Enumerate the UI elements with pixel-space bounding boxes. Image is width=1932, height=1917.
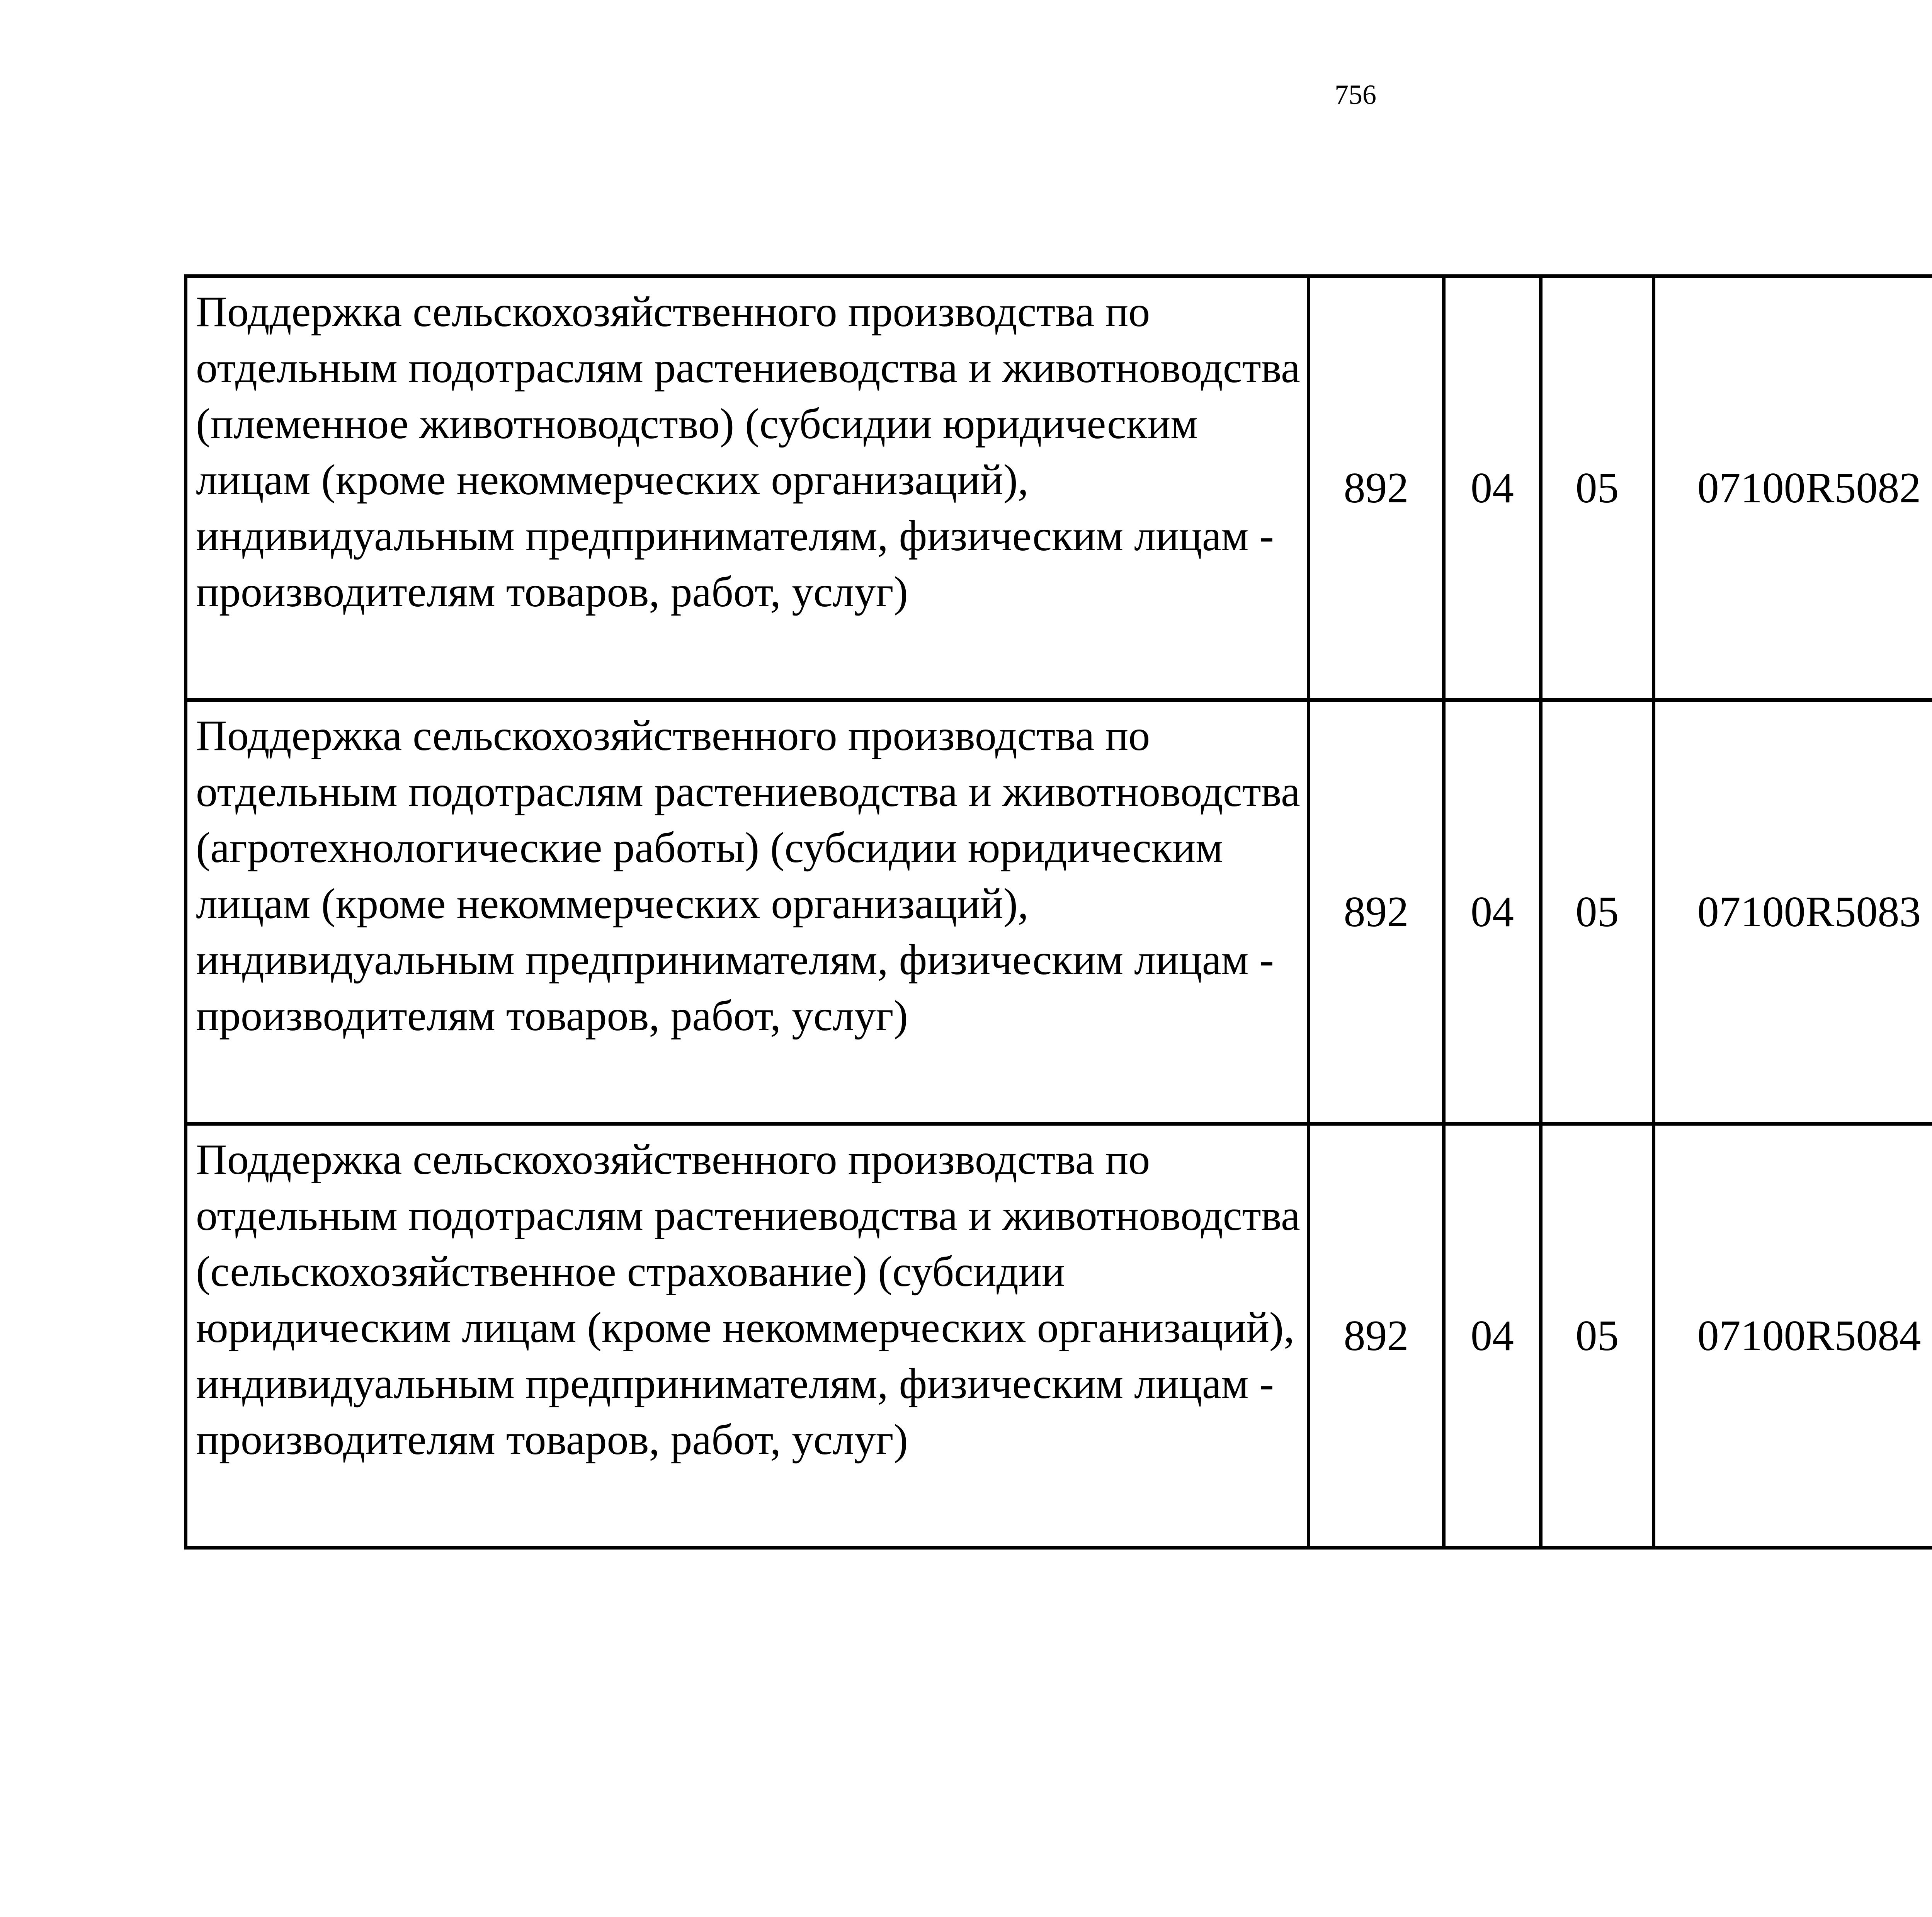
- subsection-code: 05: [1541, 276, 1654, 700]
- row-description: Поддержка сельскохозяйственного производства по отдельным подотраслям растениеводства и животноводства (сельскохозяйственное страхование) (субсидии юридическим лицам (кроме некоммерческих организаций), индивидуальным предпринимателям, физическим лицам - производителям товаров, работ, услуг): [186, 1124, 1309, 1548]
- table-row: [186, 1124, 1932, 1548]
- table-row: [186, 700, 1932, 1124]
- subsection-code: 05: [1541, 700, 1654, 1124]
- page-number: 756: [1335, 79, 1376, 110]
- grbs-code: 892: [1309, 700, 1444, 1124]
- grbs-code: 892: [1309, 276, 1444, 700]
- section-code: 04: [1444, 1124, 1541, 1548]
- row-description: Поддержка сельскохозяйственного производства по отдельным подотраслям растениеводства и животноводства (агротехнологические работы) (субсидии юридическим лицам (кроме некоммерческих организаций), индивидуальным предпринимателям, физическим лицам - производителям товаров, работ, услуг): [186, 700, 1309, 1124]
- target-article-code: 07100R5084: [1654, 1124, 1932, 1548]
- table-row: [186, 276, 1932, 700]
- budget-table: [184, 274, 1932, 1550]
- target-article-code: 07100R5083: [1654, 700, 1932, 1124]
- subsection-code: 05: [1541, 1124, 1654, 1548]
- section-code: 04: [1444, 276, 1541, 700]
- grbs-code: 892: [1309, 1124, 1444, 1548]
- target-article-code: 07100R5082: [1654, 276, 1932, 700]
- section-code: 04: [1444, 700, 1541, 1124]
- row-description: Поддержка сельскохозяйственного производства по отдельным подотраслям растениеводства и животноводства (племенное животноводство) (субсидии юридическим лицам (кроме некоммерческих организаций), индивидуальным предпринимателям, физическим лицам - производителям товаров, работ, услуг): [186, 276, 1309, 700]
